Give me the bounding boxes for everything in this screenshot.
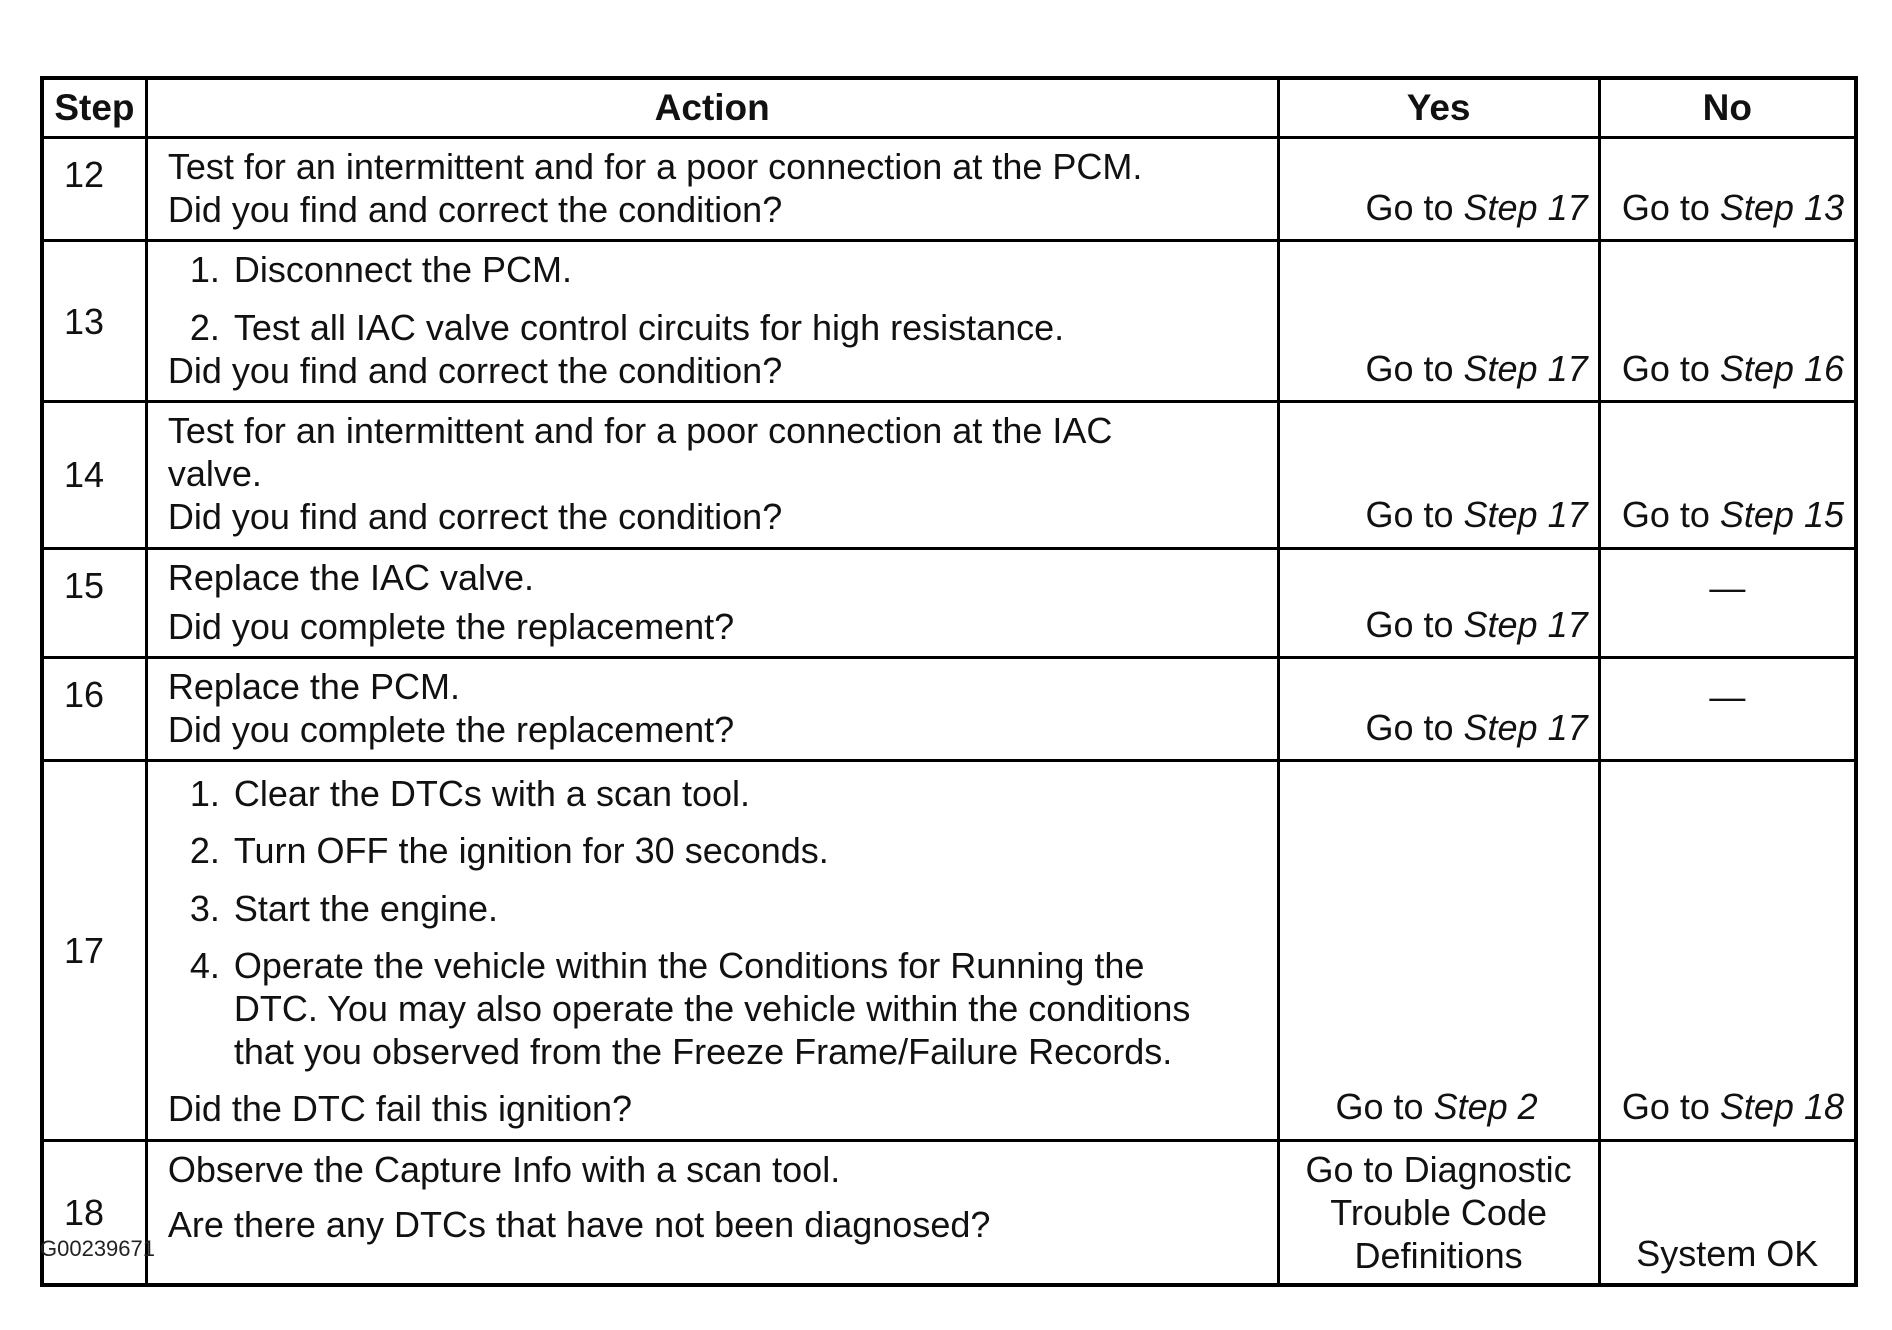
yes-step-ref: Step 17: [1463, 494, 1588, 536]
action-question: Did you find and correct the condition?: [167, 189, 783, 231]
no-prefix: Go to: [1621, 1086, 1710, 1128]
action-cell: [146, 657, 1278, 760]
table-row: [42, 138, 1856, 241]
no-step-ref: Step 16: [1719, 347, 1844, 389]
table-row: [42, 761, 1856, 1140]
list-item: 3. Start the engine.: [168, 887, 1267, 930]
action-text: Test for an intermittent and for a poor connection at the PCM.: [167, 146, 1143, 187]
no-cell: System OK: [1599, 1140, 1856, 1285]
action-question: Did you find and correct the condition?: [167, 349, 783, 391]
list-item-text: Operate the vehicle within the Conditions for Running the DTC. You may also operate the vehicle within the conditions that you observed from the Freeze Frame/Failure Records.: [233, 944, 1191, 1073]
action-cell: [146, 138, 1278, 241]
yes-cell: [1278, 241, 1599, 402]
yes-prefix: Go to: [1335, 1086, 1424, 1128]
header-step: Step: [42, 78, 146, 138]
yes-prefix: Go to: [1365, 707, 1454, 749]
action-question: Are there any DTCs that have not been diagnosed?: [167, 1203, 991, 1245]
action-cell: [146, 761, 1278, 1140]
step-number: 14: [42, 401, 146, 548]
no-cell: —: [1599, 548, 1856, 657]
yes-cell: Go to Diagnostic Trouble Code Definitions: [1278, 1140, 1599, 1285]
table-row: [42, 401, 1856, 548]
yes-prefix: Go to: [1365, 603, 1454, 645]
step-number: 16: [42, 657, 146, 760]
action-cell: [146, 241, 1278, 402]
step-number: 13: [42, 241, 146, 402]
action-question: Did the DTC fail this ignition?: [167, 1088, 633, 1130]
list-item-text: Clear the DTCs with a scan tool.: [233, 773, 751, 815]
no-cell: [1599, 761, 1856, 1140]
table-row: [42, 241, 1856, 402]
yes-step-ref: Step 17: [1463, 707, 1588, 749]
table-row: [42, 548, 1856, 657]
figure-id: G00239671: [40, 1236, 155, 1261]
no-prefix: Go to: [1621, 187, 1710, 229]
table-row: [42, 657, 1856, 760]
list-item-text: Start the engine.: [233, 887, 499, 929]
action-steps-list: [168, 248, 1267, 348]
header-no: No: [1599, 78, 1856, 138]
list-item: 4. Operate the vehicle within the Conditions for Running the DTC. You may also operate the vehicle within the conditions that you observed from the Freeze Frame/Failure Records.: [168, 944, 1267, 1074]
action-question: Did you find and correct the condition?: [167, 496, 783, 538]
yes-step-ref: Step 17: [1463, 347, 1588, 389]
list-item-text: Disconnect the PCM.: [233, 249, 572, 291]
no-step-ref: Step 15: [1719, 494, 1844, 536]
action-question: Did you complete the replacement?: [167, 709, 735, 751]
yes-cell: [1278, 548, 1599, 657]
no-prefix: Go to: [1621, 494, 1710, 536]
yes-cell: [1278, 657, 1599, 760]
header-row: [42, 78, 1856, 138]
list-item: 1. Disconnect the PCM.: [168, 248, 1267, 291]
yes-prefix: Go to: [1365, 187, 1454, 229]
no-prefix: Go to: [1621, 347, 1710, 389]
list-item: 2. Test all IAC valve control circuits for high resistance.: [168, 306, 1267, 349]
yes-prefix: Go to: [1365, 494, 1454, 536]
list-item: 1. Clear the DTCs with a scan tool.: [168, 772, 1267, 815]
list-item-text: Turn OFF the ignition for 30 seconds.: [233, 830, 829, 872]
yes-step-ref: Step 2: [1433, 1086, 1538, 1128]
yes-cell: [1278, 401, 1599, 548]
action-text: Replace the IAC valve.: [167, 556, 535, 598]
table-row: [42, 1140, 1856, 1285]
yes-prefix: Go to: [1365, 347, 1454, 389]
action-text: Replace the PCM.: [167, 665, 460, 707]
no-cell: [1599, 241, 1856, 402]
list-item: 2. Turn OFF the ignition for 30 seconds.: [168, 829, 1267, 872]
yes-cell: [1278, 138, 1599, 241]
step-number: 17: [42, 761, 146, 1140]
action-question: Did you complete the replacement?: [167, 605, 735, 647]
yes-cell: [1278, 761, 1599, 1140]
action-cell: [146, 1140, 1278, 1285]
action-steps-list: [168, 772, 1267, 1073]
action-cell: [146, 548, 1278, 657]
step-number: 18: [42, 1140, 146, 1285]
no-step-ref: Step 13: [1719, 187, 1844, 229]
header-yes: Yes: [1278, 78, 1599, 138]
list-item-text: Test all IAC valve control circuits for high resistance.: [233, 306, 1065, 348]
action-text: Observe the Capture Info with a scan tool.: [167, 1148, 841, 1190]
no-step-ref: Step 18: [1719, 1086, 1844, 1128]
action-cell: [146, 401, 1278, 548]
step-number: 12: [42, 138, 146, 241]
action-text: Test for an intermittent and for a poor connection at the IAC valve.: [167, 409, 1113, 495]
no-cell: —: [1599, 657, 1856, 760]
header-action: Action: [146, 78, 1278, 138]
no-cell: [1599, 138, 1856, 241]
step-number: 15: [42, 548, 146, 657]
yes-step-ref: Step 17: [1463, 603, 1588, 645]
diagnostic-table: [40, 76, 1858, 1287]
yes-step-ref: Step 17: [1463, 187, 1588, 229]
no-cell: [1599, 401, 1856, 548]
